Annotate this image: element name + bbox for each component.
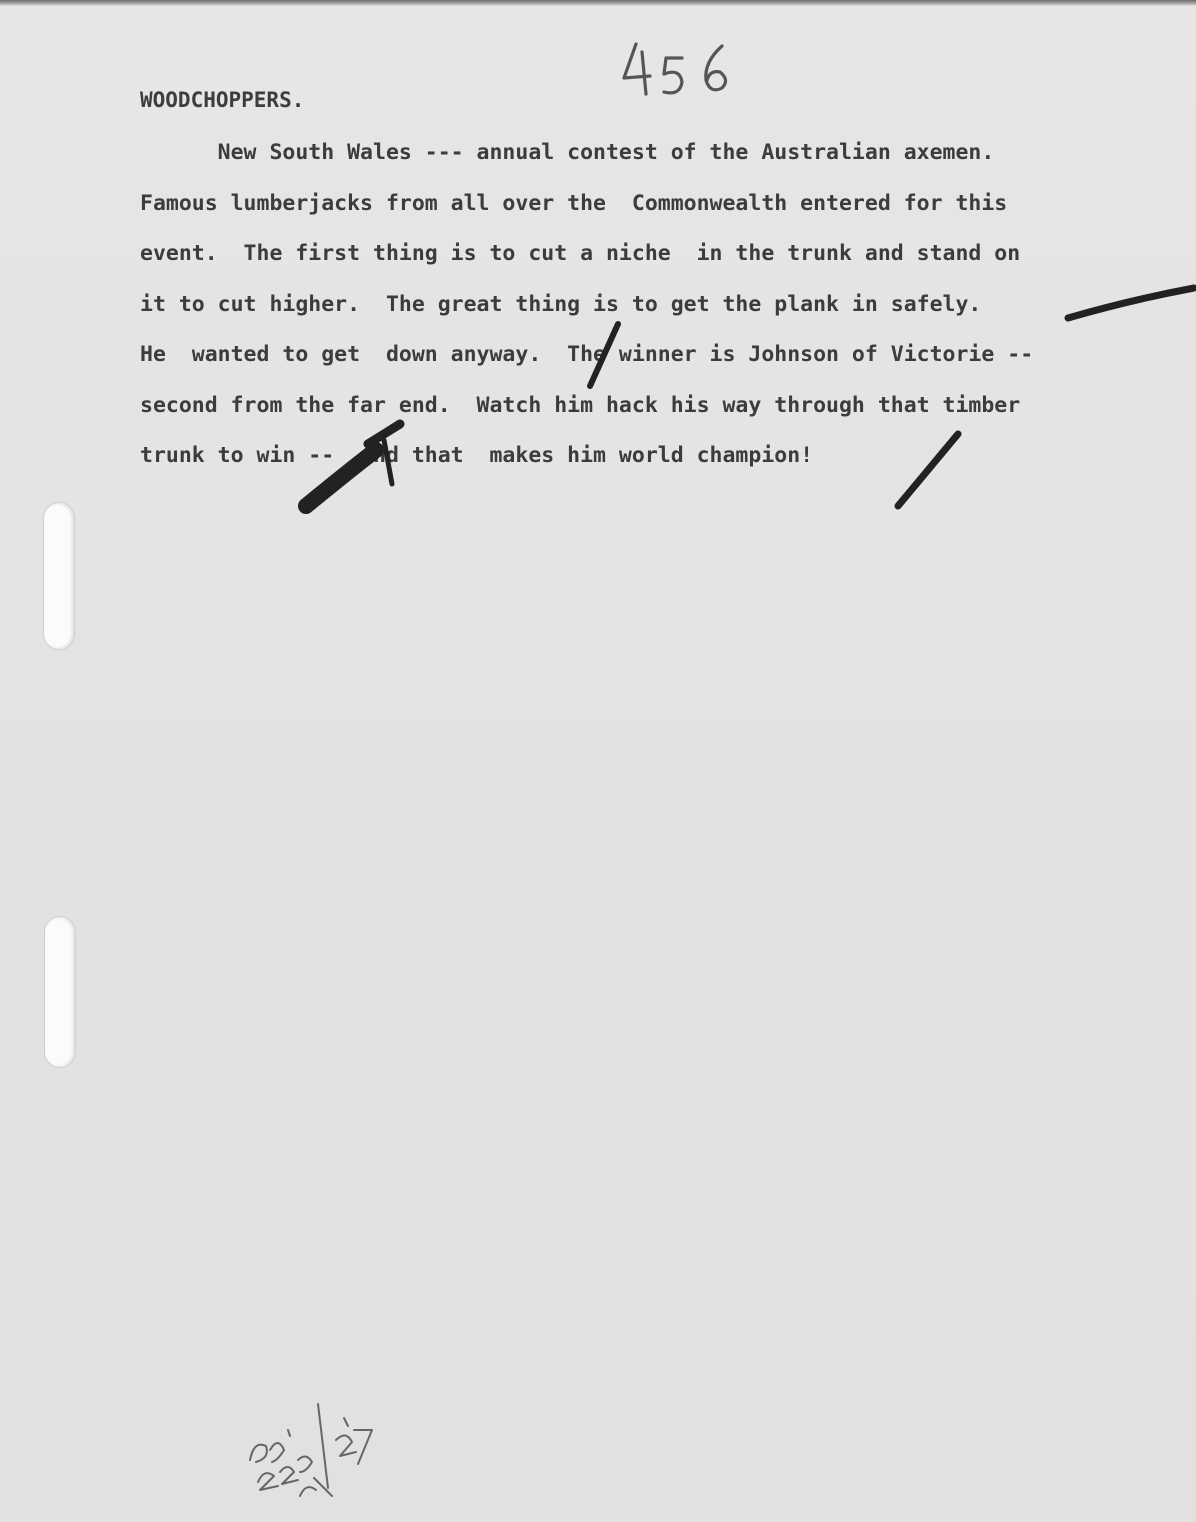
text-line: He wanted to get down anyway. The winner is Johnson of Victorie -- bbox=[140, 342, 1034, 367]
text-line: second from the far end. Watch him hack his way through that timber bbox=[140, 392, 1021, 418]
text-line: it to cut higher. The great thing is to get the plank in safely. bbox=[140, 291, 982, 317]
text-line: Famous lumberjacks from all over the Commonwealth entered for this bbox=[140, 190, 1008, 216]
punch-hole-bottom bbox=[44, 916, 76, 1068]
handwritten-corner-note bbox=[236, 1400, 386, 1500]
document-title: WOODCHOPPERS. bbox=[140, 88, 305, 112]
typed-paragraph bbox=[140, 132, 1190, 486]
page-top-edge bbox=[0, 0, 1196, 6]
punch-hole-top bbox=[43, 502, 75, 650]
text-line: event. The first thing is to cut a niche in the trunk and stand on bbox=[140, 241, 1021, 266]
handwritten-page-number bbox=[616, 38, 756, 108]
text-line: trunk to win -- and that makes him world champion! bbox=[140, 443, 814, 468]
text-line: New South Wales --- annual contest of the Australian axemen. bbox=[140, 140, 995, 165]
